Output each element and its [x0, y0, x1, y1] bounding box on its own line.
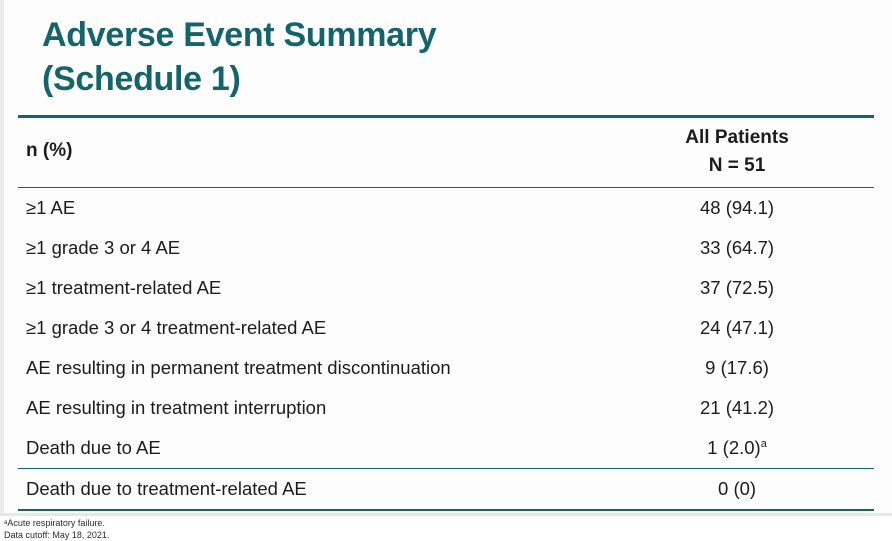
ae-table-wrap	[18, 115, 874, 511]
table-bottom-rule-right	[600, 510, 874, 511]
row-label: ≥1 AE	[26, 197, 76, 219]
row-label: ≥1 treatment-related AE	[26, 277, 222, 299]
column-header-measure: n (%)	[26, 139, 73, 161]
row-label: AE resulting in permanent treatment discontinuation	[26, 357, 451, 379]
table-row	[18, 228, 874, 268]
row-value-text: 33 (64.7)	[700, 237, 775, 259]
page-title	[42, 14, 892, 101]
row-label: Death due to treatment-related AE	[18, 469, 600, 511]
page-title-line-1: Adverse Event Summary	[42, 16, 437, 54]
adverse-event-table	[18, 115, 874, 511]
page-title-line-2: (Schedule 1)	[42, 59, 241, 98]
table-bottom-rule-left	[18, 510, 600, 511]
row-label: Death due to AE	[26, 437, 161, 459]
row-value-text: 21 (41.2)	[700, 397, 775, 419]
row-label: ≥1 grade 3 or 4 treatment-related AE	[26, 317, 327, 339]
title-block	[0, 0, 892, 101]
table-row	[18, 188, 874, 228]
column-header-all-patients-label: All Patients	[685, 127, 789, 149]
row-value-text: 37 (72.5)	[700, 277, 775, 299]
row-value	[600, 268, 874, 308]
column-header-all-patients	[600, 118, 874, 188]
row-value-text: 9 (17.6)	[705, 357, 769, 379]
table-row	[18, 348, 874, 388]
column-header-all-patients-count: N = 51	[708, 154, 766, 176]
row-value	[600, 348, 874, 388]
row-label: ≥1 grade 3 or 4 AE	[26, 237, 181, 259]
row-value-text: 24 (47.1)	[700, 317, 775, 339]
row-value-footnote-marker: a	[760, 437, 767, 450]
table-row	[18, 428, 874, 469]
table-row	[18, 268, 874, 308]
table-header-row	[18, 118, 874, 188]
row-value	[600, 228, 874, 268]
row-value-text: 1 (2.0)	[707, 437, 761, 459]
row-label: AE resulting in treatment interruption	[26, 397, 327, 419]
table-row	[18, 469, 874, 511]
footnotes	[4, 517, 892, 541]
row-value	[600, 308, 874, 348]
row-value	[600, 469, 874, 511]
table-row	[18, 308, 874, 348]
footnote-line-2: Data cutoff: May 18, 2021.	[4, 530, 110, 541]
table-row	[18, 388, 874, 428]
row-value	[600, 188, 874, 228]
table-bottom-rule	[18, 510, 874, 511]
row-value-text: 0 (0)	[718, 478, 757, 500]
row-value-text: 48 (94.1)	[700, 197, 775, 219]
left-edge-bar	[0, 0, 4, 516]
row-value	[600, 428, 874, 469]
footnote-line-1: ᵃAcute respiratory failure.	[4, 518, 105, 529]
row-value	[600, 388, 874, 428]
